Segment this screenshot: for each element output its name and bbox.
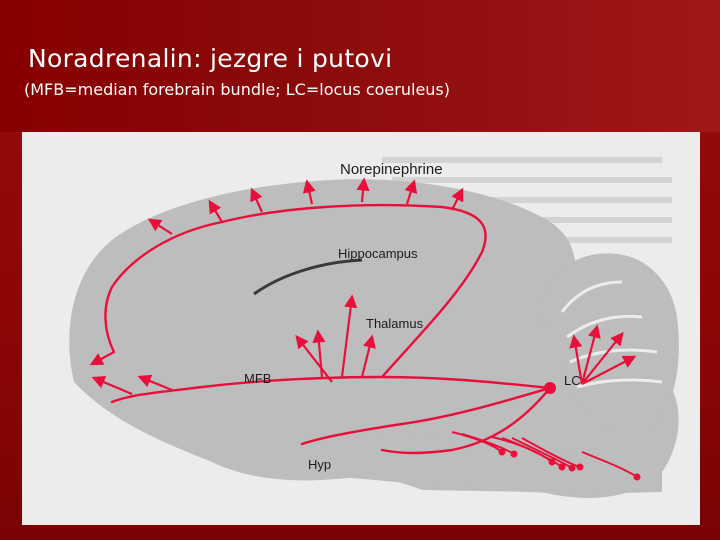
brain-diagram — [22, 132, 700, 525]
norepinephrine-heading: Norepinephrine — [340, 161, 443, 178]
thalamus-label: Thalamus — [366, 316, 424, 331]
hippocampus-label: Hippocampus — [338, 246, 418, 261]
brain-diagram-svg — [22, 132, 700, 525]
hyp-label: Hyp — [308, 457, 332, 472]
slide-subtitle: (MFB=median forebrain bundle; LC=locus coeruleus) — [24, 80, 450, 99]
mfb-label: MFB — [244, 371, 272, 386]
lc-label: LC — [564, 373, 581, 388]
slide-title: Noradrenalin: jezgre i putovi — [28, 44, 393, 73]
